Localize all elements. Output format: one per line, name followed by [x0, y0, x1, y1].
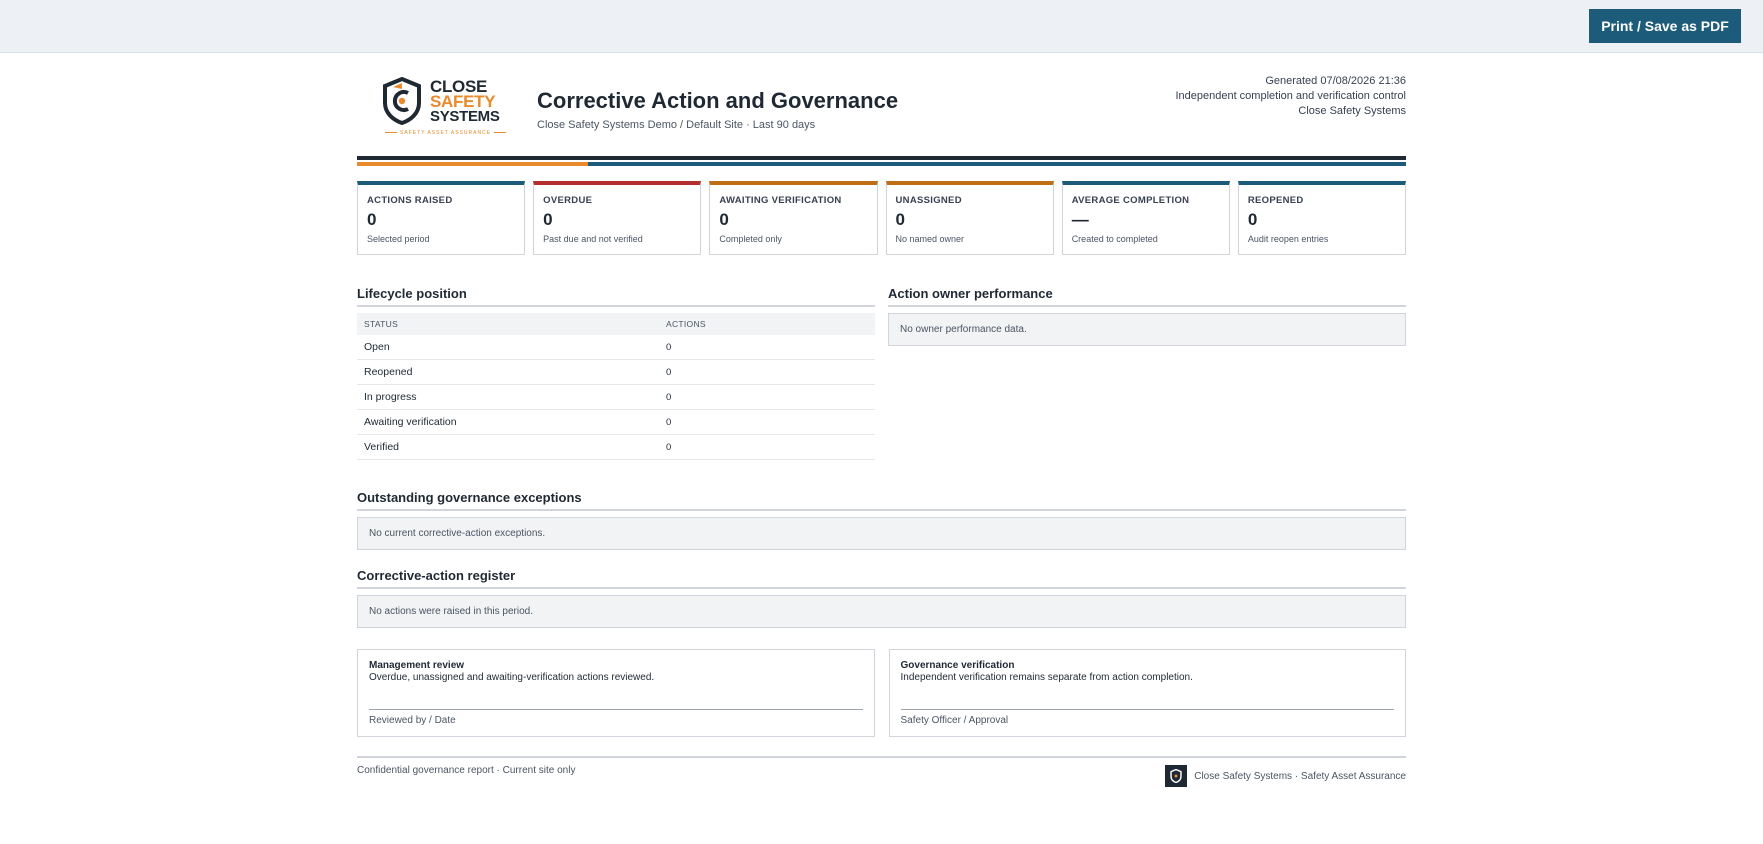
status-cell: Awaiting verification	[357, 410, 659, 435]
owner-performance-title: Action owner performance	[888, 286, 1406, 307]
column-header-actions: ACTIONS	[659, 313, 875, 335]
report-page	[357, 53, 1406, 796]
kpi-caption: Selected period	[367, 234, 430, 244]
top-toolbar	[0, 0, 1763, 53]
two-column-section	[357, 286, 1406, 460]
page-subtitle: Close Safety Systems Demo / Default Site · Last 90 days	[537, 119, 816, 131]
kpi-label: OVERDUE	[543, 195, 593, 206]
kpi-label: REOPENED	[1247, 195, 1304, 206]
print-save-pdf-button[interactable]: Print / Save as PDF	[1589, 9, 1741, 43]
kpi-caption: Audit reopen entries	[1247, 234, 1329, 244]
logo-line-systems: SYSTEMS	[430, 108, 500, 125]
register-title: Corrective-action register	[357, 568, 1406, 589]
header-accent-divider	[357, 162, 1406, 166]
logo-line-safety: SAFETY	[430, 92, 496, 111]
kpi-caption: No named owner	[895, 234, 965, 244]
logo-wordmark	[430, 79, 500, 124]
company-name: Close Safety Systems	[1298, 105, 1406, 117]
logo-tagline: SAFETY ASSET ASSURANCE	[382, 130, 495, 136]
signature-label: Reviewed by / Date	[369, 715, 456, 726]
report-footer	[357, 756, 1406, 796]
lifecycle-table	[357, 313, 875, 460]
owner-performance-panel	[888, 286, 1406, 460]
table-row	[357, 410, 875, 435]
kpi-row	[357, 181, 1406, 255]
signoff-text: Overdue, unassigned and awaiting-verification actions reviewed.	[369, 672, 655, 683]
table-row	[357, 335, 875, 360]
header-divider	[357, 156, 1406, 160]
company-logo	[382, 75, 502, 139]
kpi-value: 0	[367, 210, 377, 229]
exceptions-section	[357, 490, 1406, 550]
kpi-value: 0	[719, 210, 729, 229]
signature-line	[901, 709, 1395, 710]
lifecycle-title: Lifecycle position	[357, 286, 875, 307]
kpi-value: 0	[1247, 210, 1258, 229]
kpi-average-completion	[1062, 181, 1230, 255]
actions-cell: 0	[659, 360, 875, 385]
footer-brand-text: Close Safety Systems · Safety Asset Assurance	[1194, 770, 1406, 782]
actions-cell: 0	[659, 410, 875, 435]
kpi-actions-raised	[357, 181, 525, 255]
kpi-label: ACTIONS RAISED	[367, 195, 453, 206]
status-cell: Open	[357, 335, 659, 360]
page-title: Corrective Action and Governance	[537, 88, 899, 113]
kpi-label: UNASSIGNED	[895, 195, 962, 206]
generated-timestamp: Generated 07/08/2026 21:36	[1265, 75, 1406, 87]
report-meta	[1175, 74, 1406, 119]
kpi-value: 0	[543, 210, 553, 229]
control-statement: Independent completion and verification control	[1175, 90, 1406, 102]
lifecycle-panel	[357, 286, 875, 460]
kpi-caption: Past due and not verified	[543, 234, 643, 244]
kpi-value: 0	[895, 210, 905, 229]
table-row	[357, 435, 875, 460]
signature-label: Safety Officer / Approval	[900, 715, 1009, 726]
owner-performance-empty: No owner performance data.	[888, 313, 1406, 346]
register-section	[357, 568, 1406, 628]
kpi-label: AVERAGE COMPLETION	[1071, 195, 1190, 206]
kpi-label: AWAITING VERIFICATION	[719, 195, 842, 206]
signoff-row	[357, 649, 1406, 737]
kpi-unassigned	[886, 181, 1054, 255]
column-header-status: STATUS	[357, 313, 659, 335]
signoff-text: Independent verification remains separate from action completion.	[900, 672, 1193, 683]
kpi-reopened	[1238, 181, 1406, 255]
signoff-title: Governance verification	[900, 660, 1015, 671]
exceptions-empty: No current corrective-action exceptions.	[357, 517, 1406, 550]
report-header	[357, 53, 1406, 156]
table-row	[357, 385, 875, 410]
logo-line-close: CLOSE	[430, 77, 488, 96]
status-cell: In progress	[357, 385, 659, 410]
actions-cell: 0	[659, 385, 875, 410]
kpi-awaiting-verification	[709, 181, 877, 255]
footer-brand	[1165, 765, 1406, 787]
table-row	[357, 360, 875, 385]
management-review-box	[357, 649, 875, 737]
actions-cell: 0	[659, 335, 875, 360]
kpi-caption: Created to completed	[1071, 234, 1158, 244]
shield-logo-icon	[382, 77, 422, 125]
kpi-value: —	[1071, 210, 1089, 229]
status-cell: Verified	[357, 435, 659, 460]
footer-logo-icon	[1165, 765, 1187, 787]
title-block	[537, 88, 898, 131]
status-cell: Reopened	[357, 360, 659, 385]
kpi-overdue	[533, 181, 701, 255]
actions-cell: 0	[659, 435, 875, 460]
kpi-caption: Completed only	[719, 234, 782, 244]
exceptions-title: Outstanding governance exceptions	[357, 490, 1406, 511]
footer-confidential-text: Confidential governance report · Current site only	[357, 765, 576, 776]
governance-verification-box	[889, 649, 1407, 737]
signoff-title: Management review	[369, 660, 465, 671]
register-empty: No actions were raised in this period.	[357, 595, 1406, 628]
signature-line	[369, 709, 863, 710]
